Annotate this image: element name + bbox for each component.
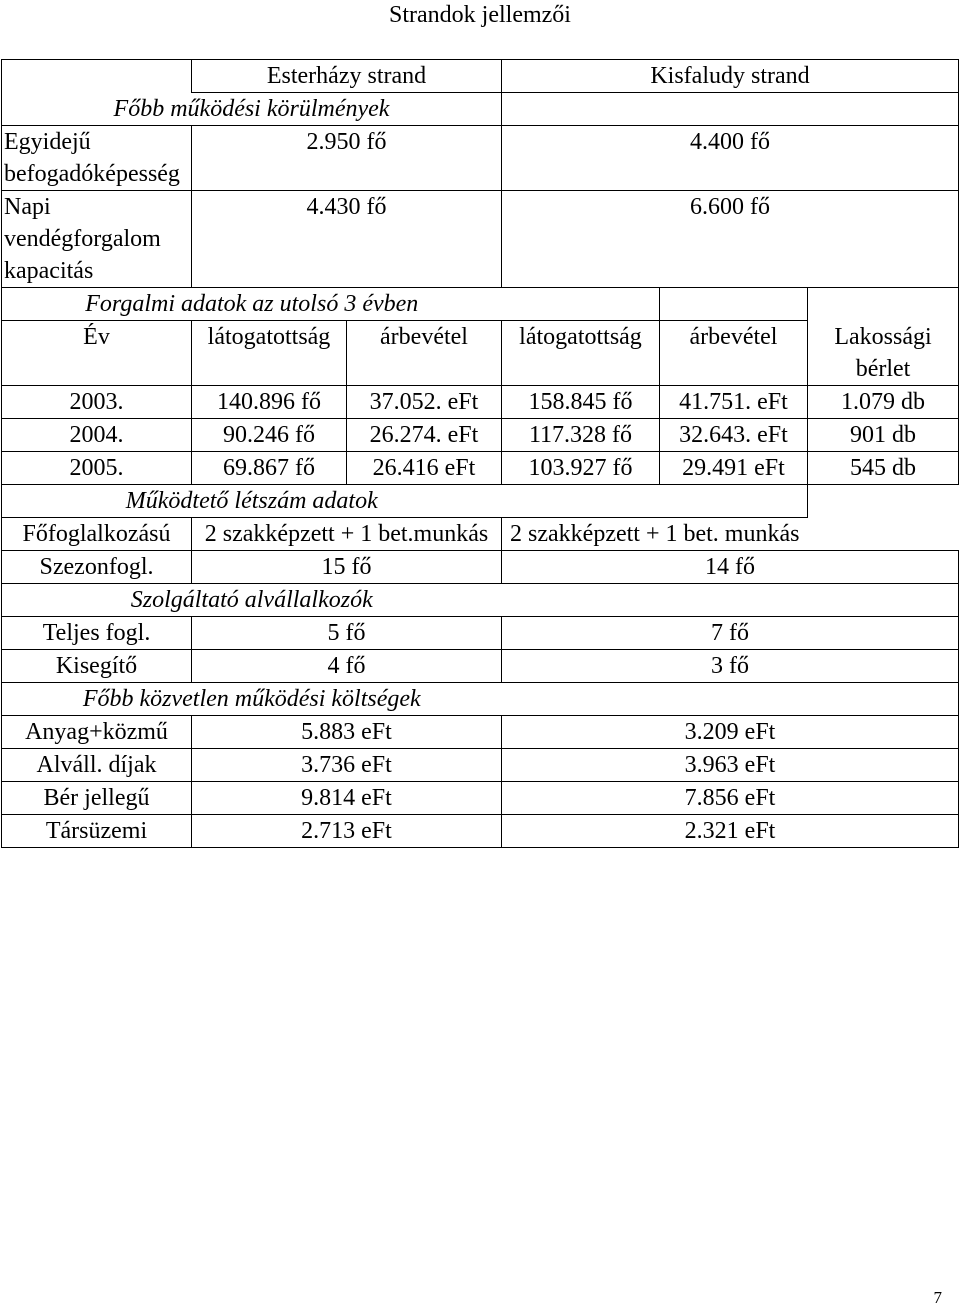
cell-year: 2005. <box>2 451 192 484</box>
cell-esterhazy: 5 fő <box>192 616 502 649</box>
section-title: Működtető létszám adatok <box>2 484 502 517</box>
table-row <box>2 715 959 748</box>
cell-esterhazy: 3.736 eFt <box>192 748 502 781</box>
cell-k-revenue: 29.491 eFt <box>660 451 808 484</box>
table-row <box>2 385 959 418</box>
cell-e-visitors: 69.867 fő <box>192 451 347 484</box>
cell-kisfaludy: 6.600 fő <box>502 191 959 288</box>
cell-pass: 1.079 db <box>808 385 959 418</box>
cell-kisfaludy: 2.321 eFt <box>502 814 959 847</box>
cell-esterhazy: 15 fő <box>192 550 502 583</box>
cell-kisfaludy: 2 szakképzett + 1 bet. munkás <box>502 517 808 550</box>
cell-e-revenue: 37.052. eFt <box>347 385 502 418</box>
header-kisfaludy: Kisfaludy strand <box>502 60 959 93</box>
section-row-alvallalkozok <box>2 583 959 616</box>
section-title: Forgalmi adatok az utolsó 3 évben <box>2 288 502 321</box>
table-row <box>2 649 959 682</box>
traffic-header-row <box>2 321 959 386</box>
cell-esterhazy: 2.713 eFt <box>192 814 502 847</box>
cell-kisfaludy: 3 fő <box>502 649 959 682</box>
cell-k-visitors: 103.927 fő <box>502 451 660 484</box>
table-row <box>2 814 959 847</box>
section-title: Szolgáltató alvállalkozók <box>2 583 502 616</box>
row-label: Bér jellegű <box>2 781 192 814</box>
table-row <box>2 616 959 649</box>
col-header: látogatottság <box>502 321 660 386</box>
cell-esterhazy: 2.950 fő <box>192 126 502 191</box>
row-label: Egyidejű befogadóképesség <box>2 126 192 191</box>
col-header: árbevétel <box>660 321 808 386</box>
row-label: Szezonfogl. <box>2 550 192 583</box>
cell-esterhazy: 9.814 eFt <box>192 781 502 814</box>
cell-pass: 545 db <box>808 451 959 484</box>
col-header: Év <box>2 321 192 386</box>
row-label: Főfoglalkozású <box>2 517 192 550</box>
table-header-row <box>2 60 959 93</box>
cell-esterhazy: 5.883 eFt <box>192 715 502 748</box>
cell-k-revenue: 41.751. eFt <box>660 385 808 418</box>
cell-kisfaludy: 7.856 eFt <box>502 781 959 814</box>
cell-year: 2003. <box>2 385 192 418</box>
cell-e-revenue: 26.274. eFt <box>347 418 502 451</box>
section-row-mukodesi <box>2 93 959 126</box>
section-row-forgalmi <box>2 288 959 321</box>
table-row <box>2 418 959 451</box>
header-esterhazy: Esterházy strand <box>192 60 502 93</box>
row-label: Kisegítő <box>2 649 192 682</box>
cell-k-visitors: 117.328 fő <box>502 418 660 451</box>
section-row-koltsegek <box>2 682 959 715</box>
cell-k-visitors: 158.845 fő <box>502 385 660 418</box>
row-label: Társüzemi <box>2 814 192 847</box>
cell-kisfaludy: 14 fő <box>502 550 959 583</box>
row-label: Napi vendégforgalom kapacitás <box>2 191 192 288</box>
page-number: 7 <box>933 1288 942 1307</box>
col-header: árbevétel <box>347 321 502 386</box>
cell-kisfaludy: 4.400 fő <box>502 126 959 191</box>
table-row <box>2 748 959 781</box>
cell-esterhazy: 4 fő <box>192 649 502 682</box>
cell-e-visitors: 140.896 fő <box>192 385 347 418</box>
col-header: látogatottság <box>192 321 347 386</box>
cell-kisfaludy: 3.209 eFt <box>502 715 959 748</box>
cell-esterhazy: 2 szakképzett + 1 bet.munkás <box>192 517 502 550</box>
page-title: Strandok jellemzői <box>389 2 571 28</box>
section-row-letszam <box>2 484 959 517</box>
cell-pass: 901 db <box>808 418 959 451</box>
table-row <box>2 191 959 288</box>
cell-kisfaludy: 3.963 eFt <box>502 748 959 781</box>
section-title: Főbb közvetlen működési költségek <box>2 682 502 715</box>
row-label: Anyag+közmű <box>2 715 192 748</box>
cell-e-visitors: 90.246 fő <box>192 418 347 451</box>
row-label: Alváll. díjak <box>2 748 192 781</box>
cell-k-revenue: 32.643. eFt <box>660 418 808 451</box>
table-row <box>2 517 959 550</box>
table-row <box>2 126 959 191</box>
strand-table <box>1 59 959 848</box>
col-header: Lakossági bérlet <box>808 321 959 386</box>
cell-year: 2004. <box>2 418 192 451</box>
table-row <box>2 781 959 814</box>
cell-e-revenue: 26.416 eFt <box>347 451 502 484</box>
section-title: Főbb működési körülmények <box>2 93 502 126</box>
row-label: Teljes fogl. <box>2 616 192 649</box>
cell-kisfaludy: 7 fő <box>502 616 959 649</box>
cell-esterhazy: 4.430 fő <box>192 191 502 288</box>
table-row <box>2 451 959 484</box>
table-row <box>2 550 959 583</box>
